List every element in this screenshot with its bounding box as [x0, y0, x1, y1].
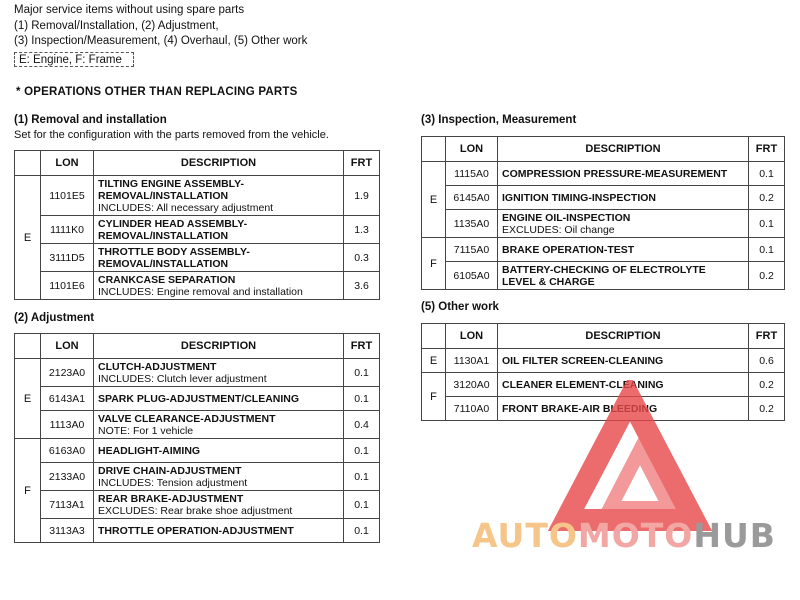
inner-triangle-shape [610, 450, 670, 508]
lon-cell: 1101E6 [41, 272, 94, 300]
col-header-frt: FRT [749, 137, 785, 162]
table-row [15, 463, 380, 491]
table-row [15, 387, 380, 411]
description-cell: TILTING ENGINE ASSEMBLY- REMOVAL/INSTALLATION INCLUDES: All necessary adjustment [94, 176, 344, 216]
lon-cell: 7115A0 [446, 238, 498, 262]
frt-cell: 0.2 [749, 397, 785, 421]
frt-cell: 3.6 [344, 272, 380, 300]
group-label: E [15, 176, 41, 300]
table-row [15, 272, 380, 300]
lon-cell: 6105A0 [446, 262, 498, 290]
adjustment-title: (2) Adjustment [14, 312, 95, 324]
description-cell: FRONT BRAKE-AIR BLEEDING [498, 397, 749, 421]
table-row [422, 262, 785, 290]
adjustment-table [14, 333, 380, 543]
description-cell: THROTTLE OPERATION-ADJUSTMENT [94, 519, 344, 543]
group-label: E [422, 349, 446, 373]
removal-title: (1) Removal and installation [14, 114, 167, 126]
col-header-lon: LON [446, 137, 498, 162]
description-cell: CYLINDER HEAD ASSEMBLY- REMOVAL/INSTALLATION [94, 216, 344, 244]
legend-box: E: Engine, F: Frame [14, 52, 134, 67]
col-header-lon: LON [446, 324, 498, 349]
description-cell: REAR BRAKE-ADJUSTMENT EXCLUDES: Rear brake shoe adjustment [94, 491, 344, 519]
table-row [15, 359, 380, 387]
frt-cell: 0.1 [749, 162, 785, 186]
group-label: F [422, 373, 446, 421]
frt-cell: 1.3 [344, 216, 380, 244]
col-header-lon: LON [41, 151, 94, 176]
intro-line: (1) Removal/Installation, (2) Adjustment, [14, 19, 219, 32]
description-cell: HEADLIGHT-AIMING [94, 439, 344, 463]
frt-cell: 0.6 [749, 349, 785, 373]
frt-cell: 0.2 [749, 186, 785, 210]
group-label: F [15, 439, 41, 543]
description-cell: OIL FILTER SCREEN-CLEANING [498, 349, 749, 373]
lon-cell: 3113A3 [41, 519, 94, 543]
intro-line: (3) Inspection/Measurement, (4) Overhaul, (5) Other work [14, 35, 308, 47]
description-cell: BATTERY-CHECKING OF ELECTROLYTE LEVEL & CHARGE [498, 262, 749, 290]
description-cell: CLUTCH-ADJUSTMENT INCLUDES: Clutch lever adjustment [94, 359, 344, 387]
col-header-description: DESCRIPTION [498, 324, 749, 349]
lon-cell: 7113A1 [41, 491, 94, 519]
description-cell: ENGINE OIL-INSPECTION EXCLUDES: Oil change [498, 210, 749, 238]
inspection-title: (3) Inspection, Measurement [421, 114, 577, 126]
intro-text [14, 3, 307, 50]
lon-cell: 6145A0 [446, 186, 498, 210]
frt-cell: 0.1 [344, 387, 380, 411]
table-row [422, 186, 785, 210]
col-header-description: DESCRIPTION [94, 334, 344, 359]
lon-cell: 1111K0 [41, 216, 94, 244]
description-cell: VALVE CLEARANCE-ADJUSTMENT NOTE: For 1 vehicle [94, 411, 344, 439]
table-row [15, 244, 380, 272]
description-cell: THROTTLE BODY ASSEMBLY- REMOVAL/INSTALLATION [94, 244, 344, 272]
watermark-part-hub: HUB [693, 516, 776, 555]
lon-cell: 1135A0 [446, 210, 498, 238]
table-row [422, 162, 785, 186]
frt-cell: 0.1 [749, 210, 785, 238]
table-row [422, 373, 785, 397]
frt-cell: 0.1 [749, 238, 785, 262]
table-row [422, 238, 785, 262]
frt-cell: 0.1 [344, 439, 380, 463]
table-row [15, 439, 380, 463]
description-cell: COMPRESSION PRESSURE-MEASUREMENT [498, 162, 749, 186]
frt-cell: 0.1 [344, 491, 380, 519]
watermark-text [472, 516, 776, 555]
table-row [15, 491, 380, 519]
col-header-lon: LON [41, 334, 94, 359]
table-row [422, 210, 785, 238]
removal-table [14, 150, 380, 300]
frt-cell: 0.1 [344, 359, 380, 387]
group-label: E [15, 359, 41, 439]
lon-cell: 7110A0 [446, 397, 498, 421]
other-work-title: (5) Other work [421, 301, 499, 313]
inspection-table [421, 136, 785, 290]
table-row [422, 397, 785, 421]
description-cell: SPARK PLUG-ADJUSTMENT/CLEANING [94, 387, 344, 411]
removal-note: Set for the configuration with the parts removed from the vehicle. [14, 129, 329, 141]
col-header-description: DESCRIPTION [94, 151, 344, 176]
lon-cell: 6143A1 [41, 387, 94, 411]
table-row [422, 349, 785, 373]
description-cell: CLEANER ELEMENT-CLEANING [498, 373, 749, 397]
frt-cell: 0.1 [344, 463, 380, 491]
watermark-part-moto: MOTO [577, 516, 694, 555]
group-label: E [422, 162, 446, 238]
lon-cell: 2133A0 [41, 463, 94, 491]
group-label: F [422, 238, 446, 290]
col-header-frt: FRT [344, 151, 380, 176]
lon-cell: 3111D5 [41, 244, 94, 272]
lon-cell: 1101E5 [41, 176, 94, 216]
description-cell: CRANKCASE SEPARATION INCLUDES: Engine removal and installation [94, 272, 344, 300]
description-cell: DRIVE CHAIN-ADJUSTMENT INCLUDES: Tension adjustment [94, 463, 344, 491]
frt-cell: 0.1 [344, 519, 380, 543]
description-cell: BRAKE OPERATION-TEST [498, 238, 749, 262]
description-cell: IGNITION TIMING-INSPECTION [498, 186, 749, 210]
frt-cell: 0.2 [749, 262, 785, 290]
intro-line: Major service items without using spare parts [14, 4, 245, 16]
table-row [15, 216, 380, 244]
lon-cell: 1115A0 [446, 162, 498, 186]
frt-cell: 0.2 [749, 373, 785, 397]
frt-cell: 0.4 [344, 411, 380, 439]
table-row [15, 411, 380, 439]
frt-cell: 1.9 [344, 176, 380, 216]
lon-cell: 3120A0 [446, 373, 498, 397]
lon-cell: 1113A0 [41, 411, 94, 439]
lon-cell: 2123A0 [41, 359, 94, 387]
col-header-frt: FRT [749, 324, 785, 349]
frt-cell: 0.3 [344, 244, 380, 272]
other-work-table [421, 323, 785, 421]
table-row [15, 519, 380, 543]
table-row [15, 176, 380, 216]
lon-cell: 6163A0 [41, 439, 94, 463]
col-header-frt: FRT [344, 334, 380, 359]
col-header-description: DESCRIPTION [498, 137, 749, 162]
operations-heading: * OPERATIONS OTHER THAN REPLACING PARTS [16, 86, 298, 98]
lon-cell: 1130A1 [446, 349, 498, 373]
watermark-part-auto: AUTO [472, 516, 578, 555]
